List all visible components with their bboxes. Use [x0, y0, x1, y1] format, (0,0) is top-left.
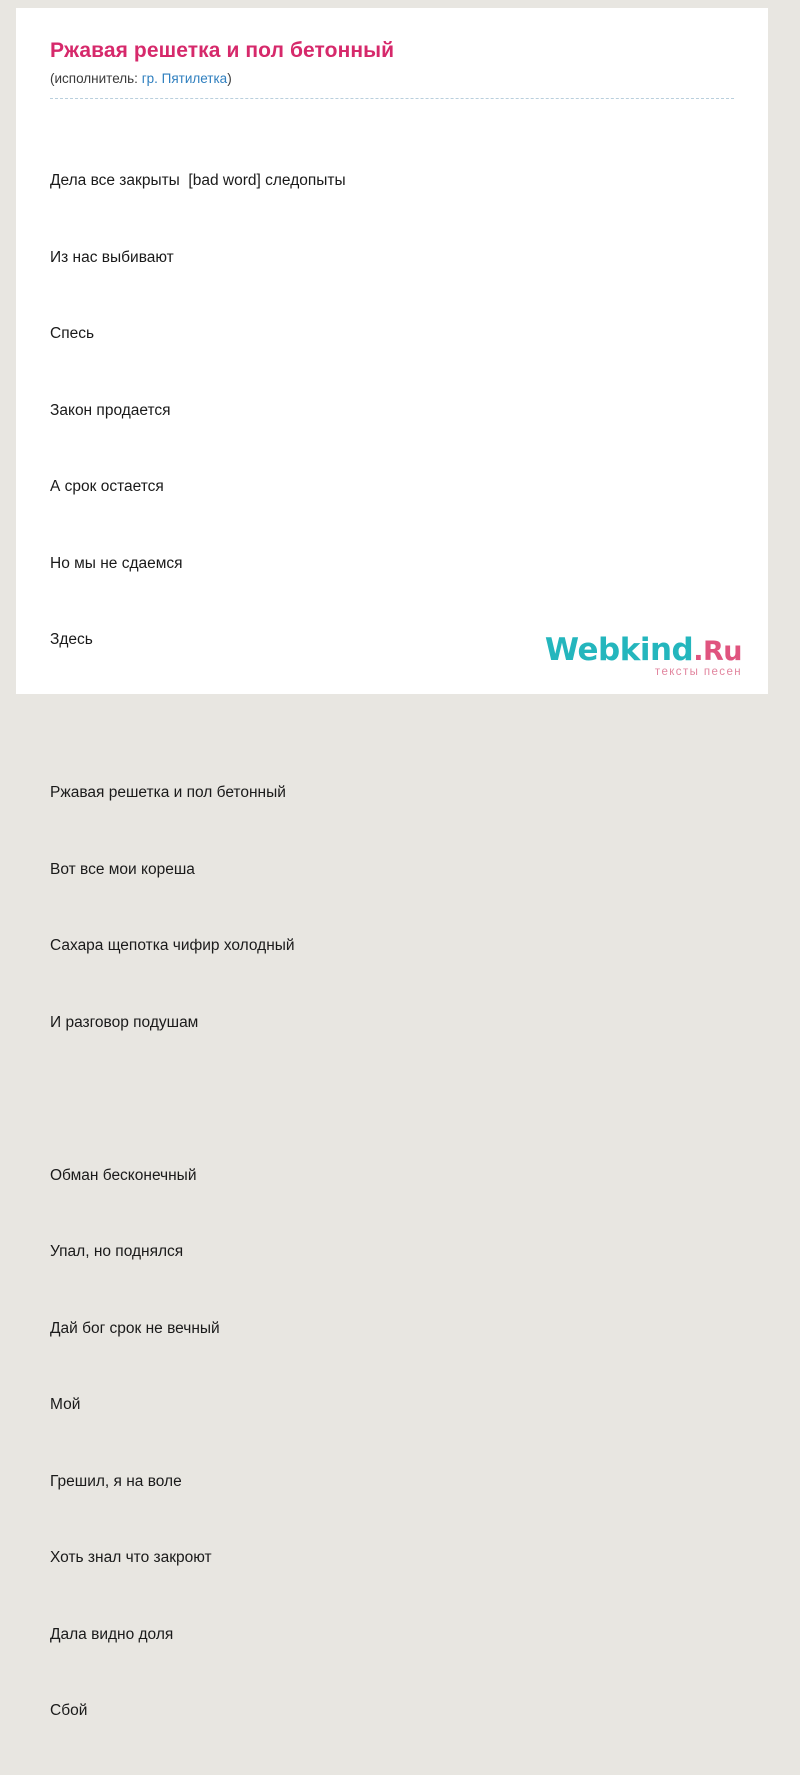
performer-link[interactable]: гр. Пятилетка — [141, 71, 228, 86]
lyrics-line: Из нас выбивают — [50, 248, 174, 266]
performer-prefix-label: (исполнитель: — [50, 71, 142, 86]
lyrics-line-blank — [50, 704, 734, 730]
lyrics-line: Упал, но поднялся — [50, 1243, 184, 1260]
watermark-logo — [545, 634, 742, 668]
lyrics-line-blank — [50, 1086, 734, 1112]
lyrics-line: Сахара щепотка чифир холодный — [50, 937, 295, 954]
watermark-tagline: тексты песен — [654, 666, 742, 678]
lyrics-line: Обман бесконечный — [50, 1166, 197, 1184]
site-watermark — [545, 634, 742, 678]
lyrics-line: Хоть знал что закроют — [50, 1549, 212, 1566]
lyrics-line: Здесь — [50, 631, 93, 648]
watermark-domain: .Ru — [693, 636, 742, 667]
lyrics-line: И разговор подушам — [50, 1013, 199, 1031]
performer-suffix-label: ) — [227, 71, 232, 86]
lyrics-sheet — [16, 8, 768, 1719]
lyrics-line: Закон продается — [50, 401, 171, 419]
lyrics-line: Дай бог срок не вечный — [50, 1319, 220, 1337]
lyrics-line: Ржавая решетка и пол бетонный — [50, 784, 286, 801]
performer-line — [50, 70, 734, 99]
lyrics-line: Грешил, я на воле — [50, 1472, 182, 1490]
lyrics-line: А срок остается — [50, 478, 164, 495]
watermark-name: Webkind — [544, 632, 694, 668]
lyrics-line: Мой — [50, 1396, 81, 1413]
lyrics-line: Дела все закрыты [bad word] следопыты — [50, 172, 346, 189]
lyrics-body — [50, 117, 734, 1775]
lyrics-line: Дала видно доля — [50, 1625, 174, 1643]
lyrics-line: Вот все мои кореша — [50, 860, 195, 878]
lyrics-line: Спесь — [50, 325, 95, 342]
lyrics-line: Но мы не сдаемся — [50, 554, 183, 572]
page-title: Ржавая решетка и пол бетонный — [50, 39, 395, 62]
lyrics-line: Сбой — [50, 1702, 88, 1719]
